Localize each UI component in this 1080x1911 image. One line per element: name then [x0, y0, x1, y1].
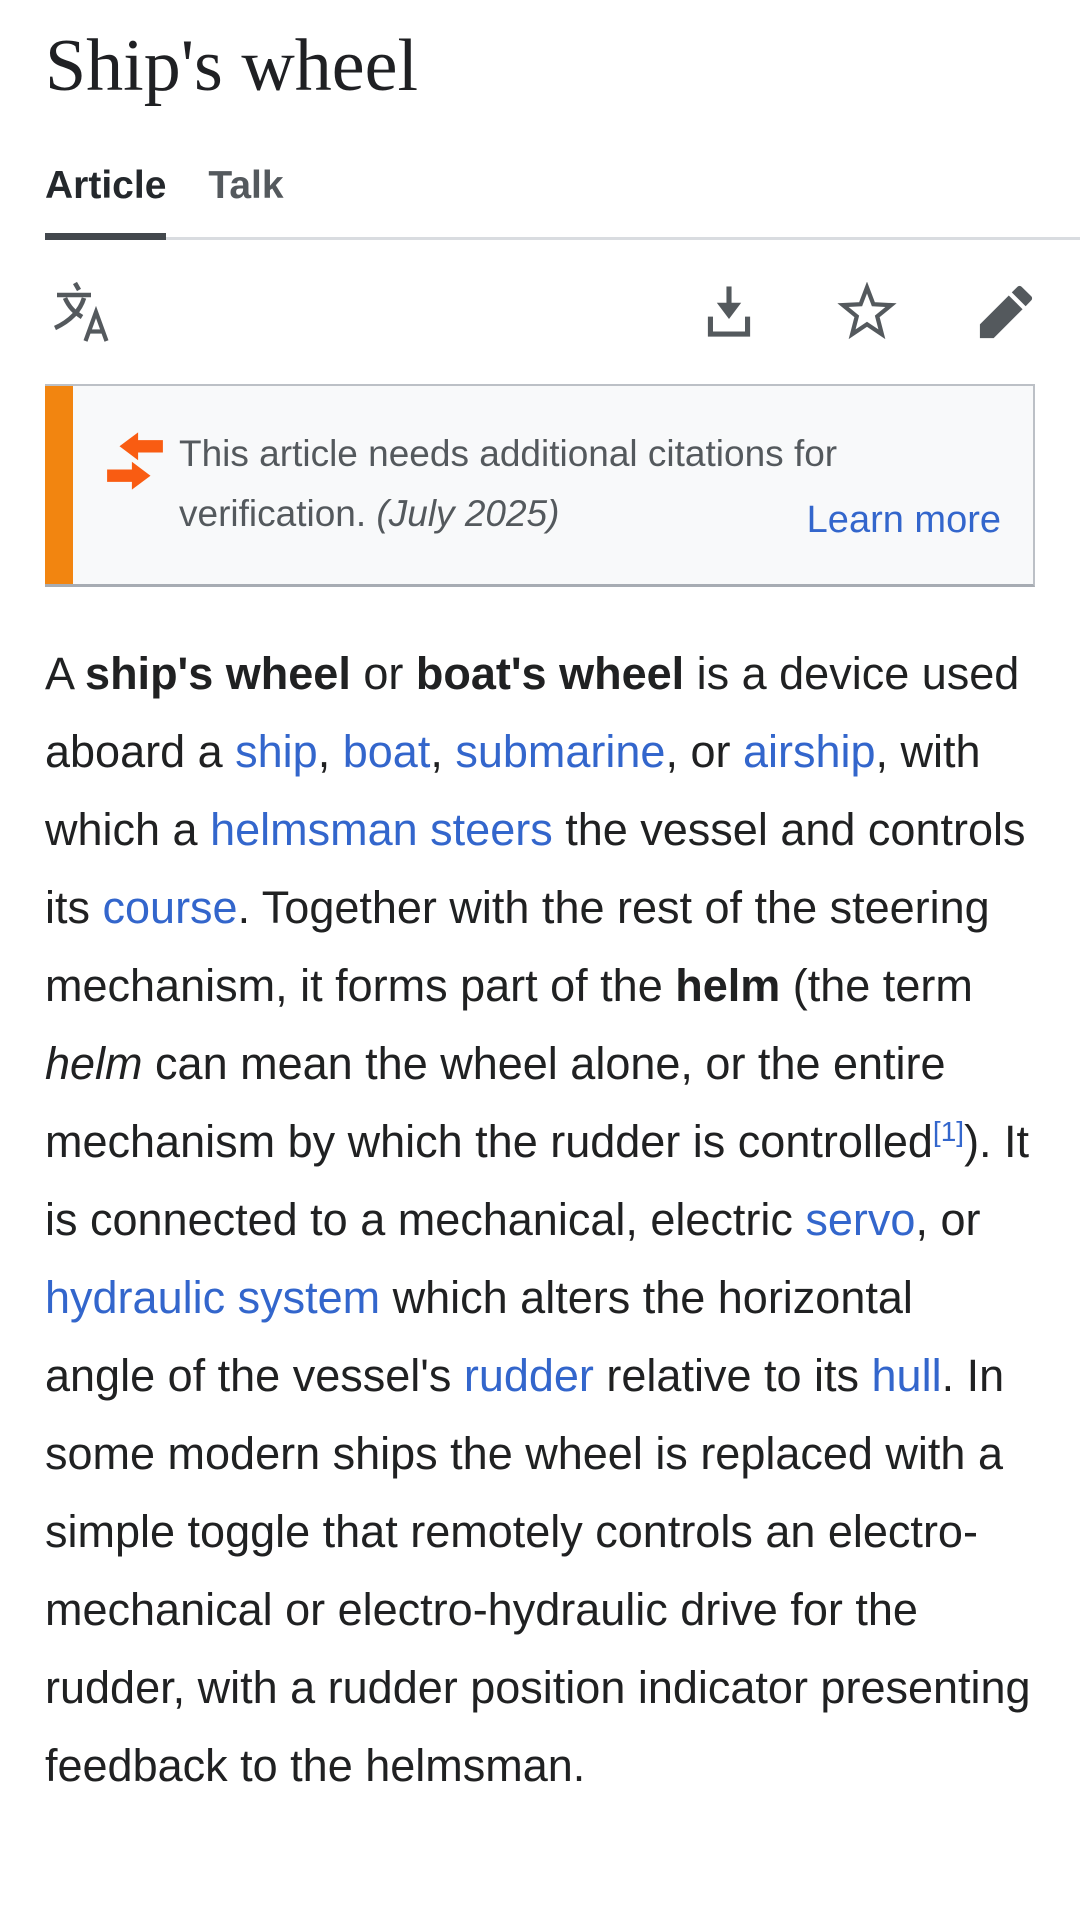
- paragraph-text: . In some modern ships the wheel is replaced with a simple toggle that remotely controls an electro-mechanical or electro-hydraulic drive for the rudder, with a rudder position indicator presenting feedback to the helmsman.: [45, 1350, 1031, 1791]
- download-button[interactable]: [701, 283, 757, 341]
- paragraph-text: is a device used aboard a: [45, 648, 1020, 777]
- tab-bar: [45, 164, 1035, 240]
- citation-arrows-icon: [103, 430, 167, 492]
- article-link[interactable]: ship: [235, 726, 318, 777]
- notice-accent-bar: [45, 386, 73, 584]
- paragraph-text: ,: [430, 726, 456, 777]
- star-button[interactable]: [837, 282, 897, 342]
- paragraph-text: relative to its: [593, 1350, 872, 1401]
- download-icon: [701, 283, 757, 341]
- paragraph-text: ,: [317, 726, 343, 777]
- article-link[interactable]: hull: [871, 1350, 942, 1401]
- paragraph-text: ). It is connected to a mechanical, electric: [45, 1116, 1030, 1245]
- italic-term: helm: [45, 1038, 143, 1089]
- learn-more-link[interactable]: Learn more: [806, 499, 1001, 541]
- reference-superscript: [933, 1116, 964, 1147]
- article-link[interactable]: rudder: [463, 1350, 594, 1401]
- citation-notice-box: [45, 384, 1035, 587]
- article-link[interactable]: hydraulic system: [45, 1272, 381, 1323]
- edit-pencil-icon: [977, 283, 1035, 341]
- article-link[interactable]: boat: [342, 726, 431, 777]
- edit-button[interactable]: [977, 283, 1035, 341]
- bold-term: ship's wheel: [85, 648, 351, 699]
- paragraph-text: or: [350, 648, 416, 699]
- tab-talk[interactable]: Talk: [208, 164, 284, 207]
- notice-date: (July 2025): [376, 493, 560, 534]
- article-page: [0, 18, 1080, 1805]
- paragraph-text: the vessel and controls its: [45, 804, 1026, 933]
- article-link[interactable]: course: [102, 882, 238, 933]
- paragraph-text: A: [45, 648, 86, 699]
- article-link[interactable]: submarine: [455, 726, 666, 777]
- paragraph-text: . Together with the rest of the steering mechanism, it forms part of the: [45, 882, 990, 1011]
- paragraph-text: which alters the horizontal angle of the vessel's: [45, 1272, 913, 1401]
- language-button[interactable]: [45, 281, 111, 343]
- article-link[interactable]: servo: [805, 1194, 916, 1245]
- paragraph-text: (the term: [780, 960, 973, 1011]
- star-icon: [837, 282, 897, 342]
- bold-term: helm: [675, 960, 781, 1011]
- bold-term: boat's wheel: [415, 648, 685, 699]
- paragraph-text: , with which a: [45, 726, 981, 855]
- article-link[interactable]: helmsman steers: [210, 804, 553, 855]
- page-title: Ship's wheel: [45, 25, 419, 107]
- paragraph-text: , or: [915, 1194, 981, 1245]
- tab-article[interactable]: Article: [45, 164, 166, 240]
- article-toolbar: [45, 280, 1035, 344]
- article-paragraph: [45, 635, 1035, 1805]
- notice-message: This article needs additional citations for verification. (July 2025): [179, 433, 838, 534]
- language-icon: [45, 281, 111, 343]
- paragraph-text: can mean the wheel alone, or the entire mechanism by which the rudder is controlled: [45, 1038, 946, 1167]
- reference-link[interactable]: [1]: [932, 1116, 965, 1147]
- paragraph-text: , or: [665, 726, 743, 777]
- article-link[interactable]: airship: [742, 726, 876, 777]
